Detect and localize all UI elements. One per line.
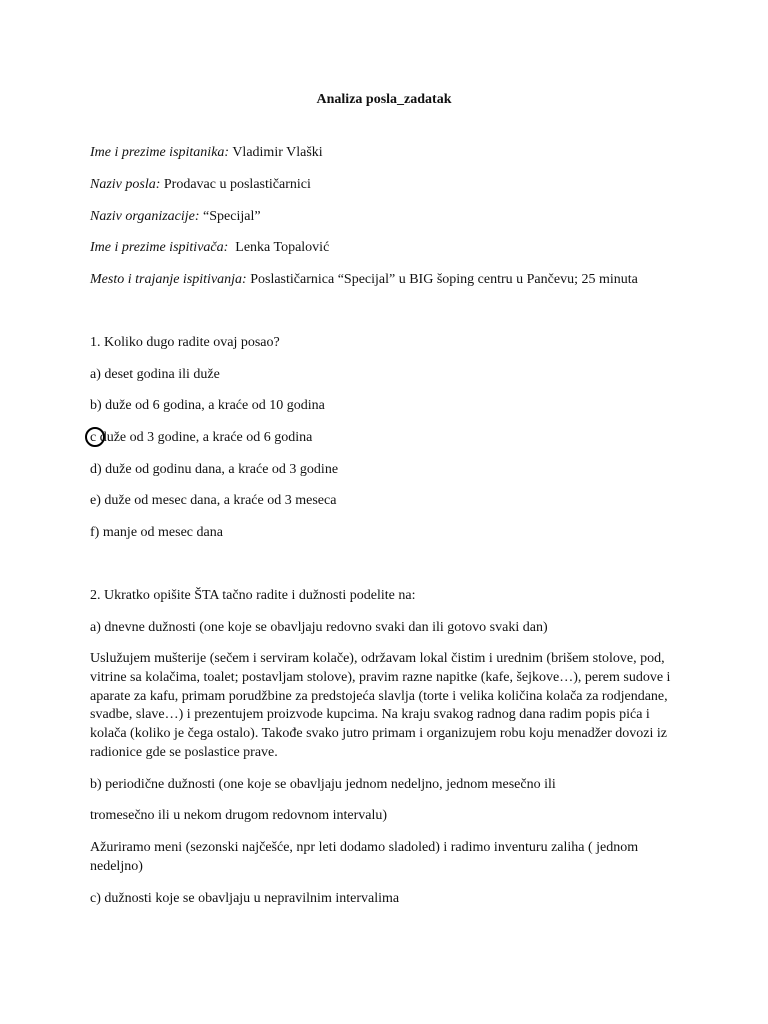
q2-b-label-line1: b) periodične dužnosti (one koje se obavljaju jednom nedeljno, jednom mesečno ili [90, 777, 556, 792]
field-organization [90, 208, 261, 226]
field-value: “Specijal” [199, 209, 261, 224]
q1-option-a: a) deset godina ili duže [90, 367, 220, 382]
question-2: 2. Ukratko opišite ŠTA tačno radite i dužnosti podelite na: [90, 588, 416, 603]
q2-c-label: c) dužnosti koje se obavljaju u nepravilnim intervalima [90, 891, 400, 906]
q1-option-d: d) duže od godinu dana, a kraće od 3 godine [90, 462, 339, 477]
option-letter: c [90, 430, 97, 445]
q2-b-label-line2: tromesečno ili u nekom drugom redovnom intervalu) [90, 808, 388, 823]
q2-b-answer: Ažuriramo meni (sezonski najčešće, npr leti dodamo sladoled) i radimo inventuru zaliha ( jednom nedeljno) [90, 840, 639, 874]
field-value: Vladimir Vlaški [229, 145, 323, 160]
field-interviewer-name [90, 239, 329, 257]
option-text: duže od 3 godine, a kraće od 6 godina [96, 430, 313, 445]
field-job-title [90, 176, 311, 194]
field-value: Poslastičarnica “Specijal” u BIG šoping centru u Pančevu; 25 minuta [246, 272, 638, 287]
q2-a-label: a) dnevne dužnosti (one koje se obavljaju redovno svaki dan ili gotovo svaki dan) [90, 620, 548, 635]
selected-answer-circle [90, 429, 96, 447]
field-value: Prodavac u poslastičarnici [160, 177, 311, 192]
circle-mark-icon [85, 427, 105, 447]
document-title: Analiza posla_zadatak [316, 92, 452, 107]
field-label: Mesto i trajanje ispitivanja: [90, 272, 247, 287]
field-label: Ime i prezime ispitanika: [90, 145, 230, 160]
field-label: Ime i prezime ispitivača: [90, 240, 229, 255]
q1-option-e: e) duže od mesec dana, a kraće od 3 meseca [90, 493, 337, 508]
field-value: Lenka Topalović [228, 240, 330, 255]
field-respondent-name [90, 144, 323, 162]
q1-option-f: f) manje od mesec dana [90, 525, 223, 540]
q1-option-b: b) duže od 6 godina, a kraće od 10 godina [90, 398, 325, 413]
field-place-duration [90, 271, 638, 289]
q1-option-c [90, 429, 312, 447]
field-label: Naziv organizacije: [90, 209, 200, 224]
question-1: 1. Koliko dugo radite ovaj posao? [90, 335, 280, 350]
q2-a-answer: Uslužujem mušterije (sečem i serviram kolače), održavam lokal čistim i urednim (brišem stolove, pod, vitrine sa kolačima, toalet; postavljam stolove), pravim razne napitke (kafe, šejkove…), perem sudove i aparate za kafu, primam porudžbine za predstojeća slavlja (torte i velika količina kolača za rodjendane, svadbe, slave…) i prezentujem proizvode kupcima. Na kraju svakog radnog dana radim popis pića i kolača (koliko je čega ostalo). Takođe svako jutro primam i organizujem robu koju menadžer dovozi iz radionice gde se poslastice prave. [90, 651, 671, 760]
field-label: Naziv posla: [90, 177, 161, 192]
